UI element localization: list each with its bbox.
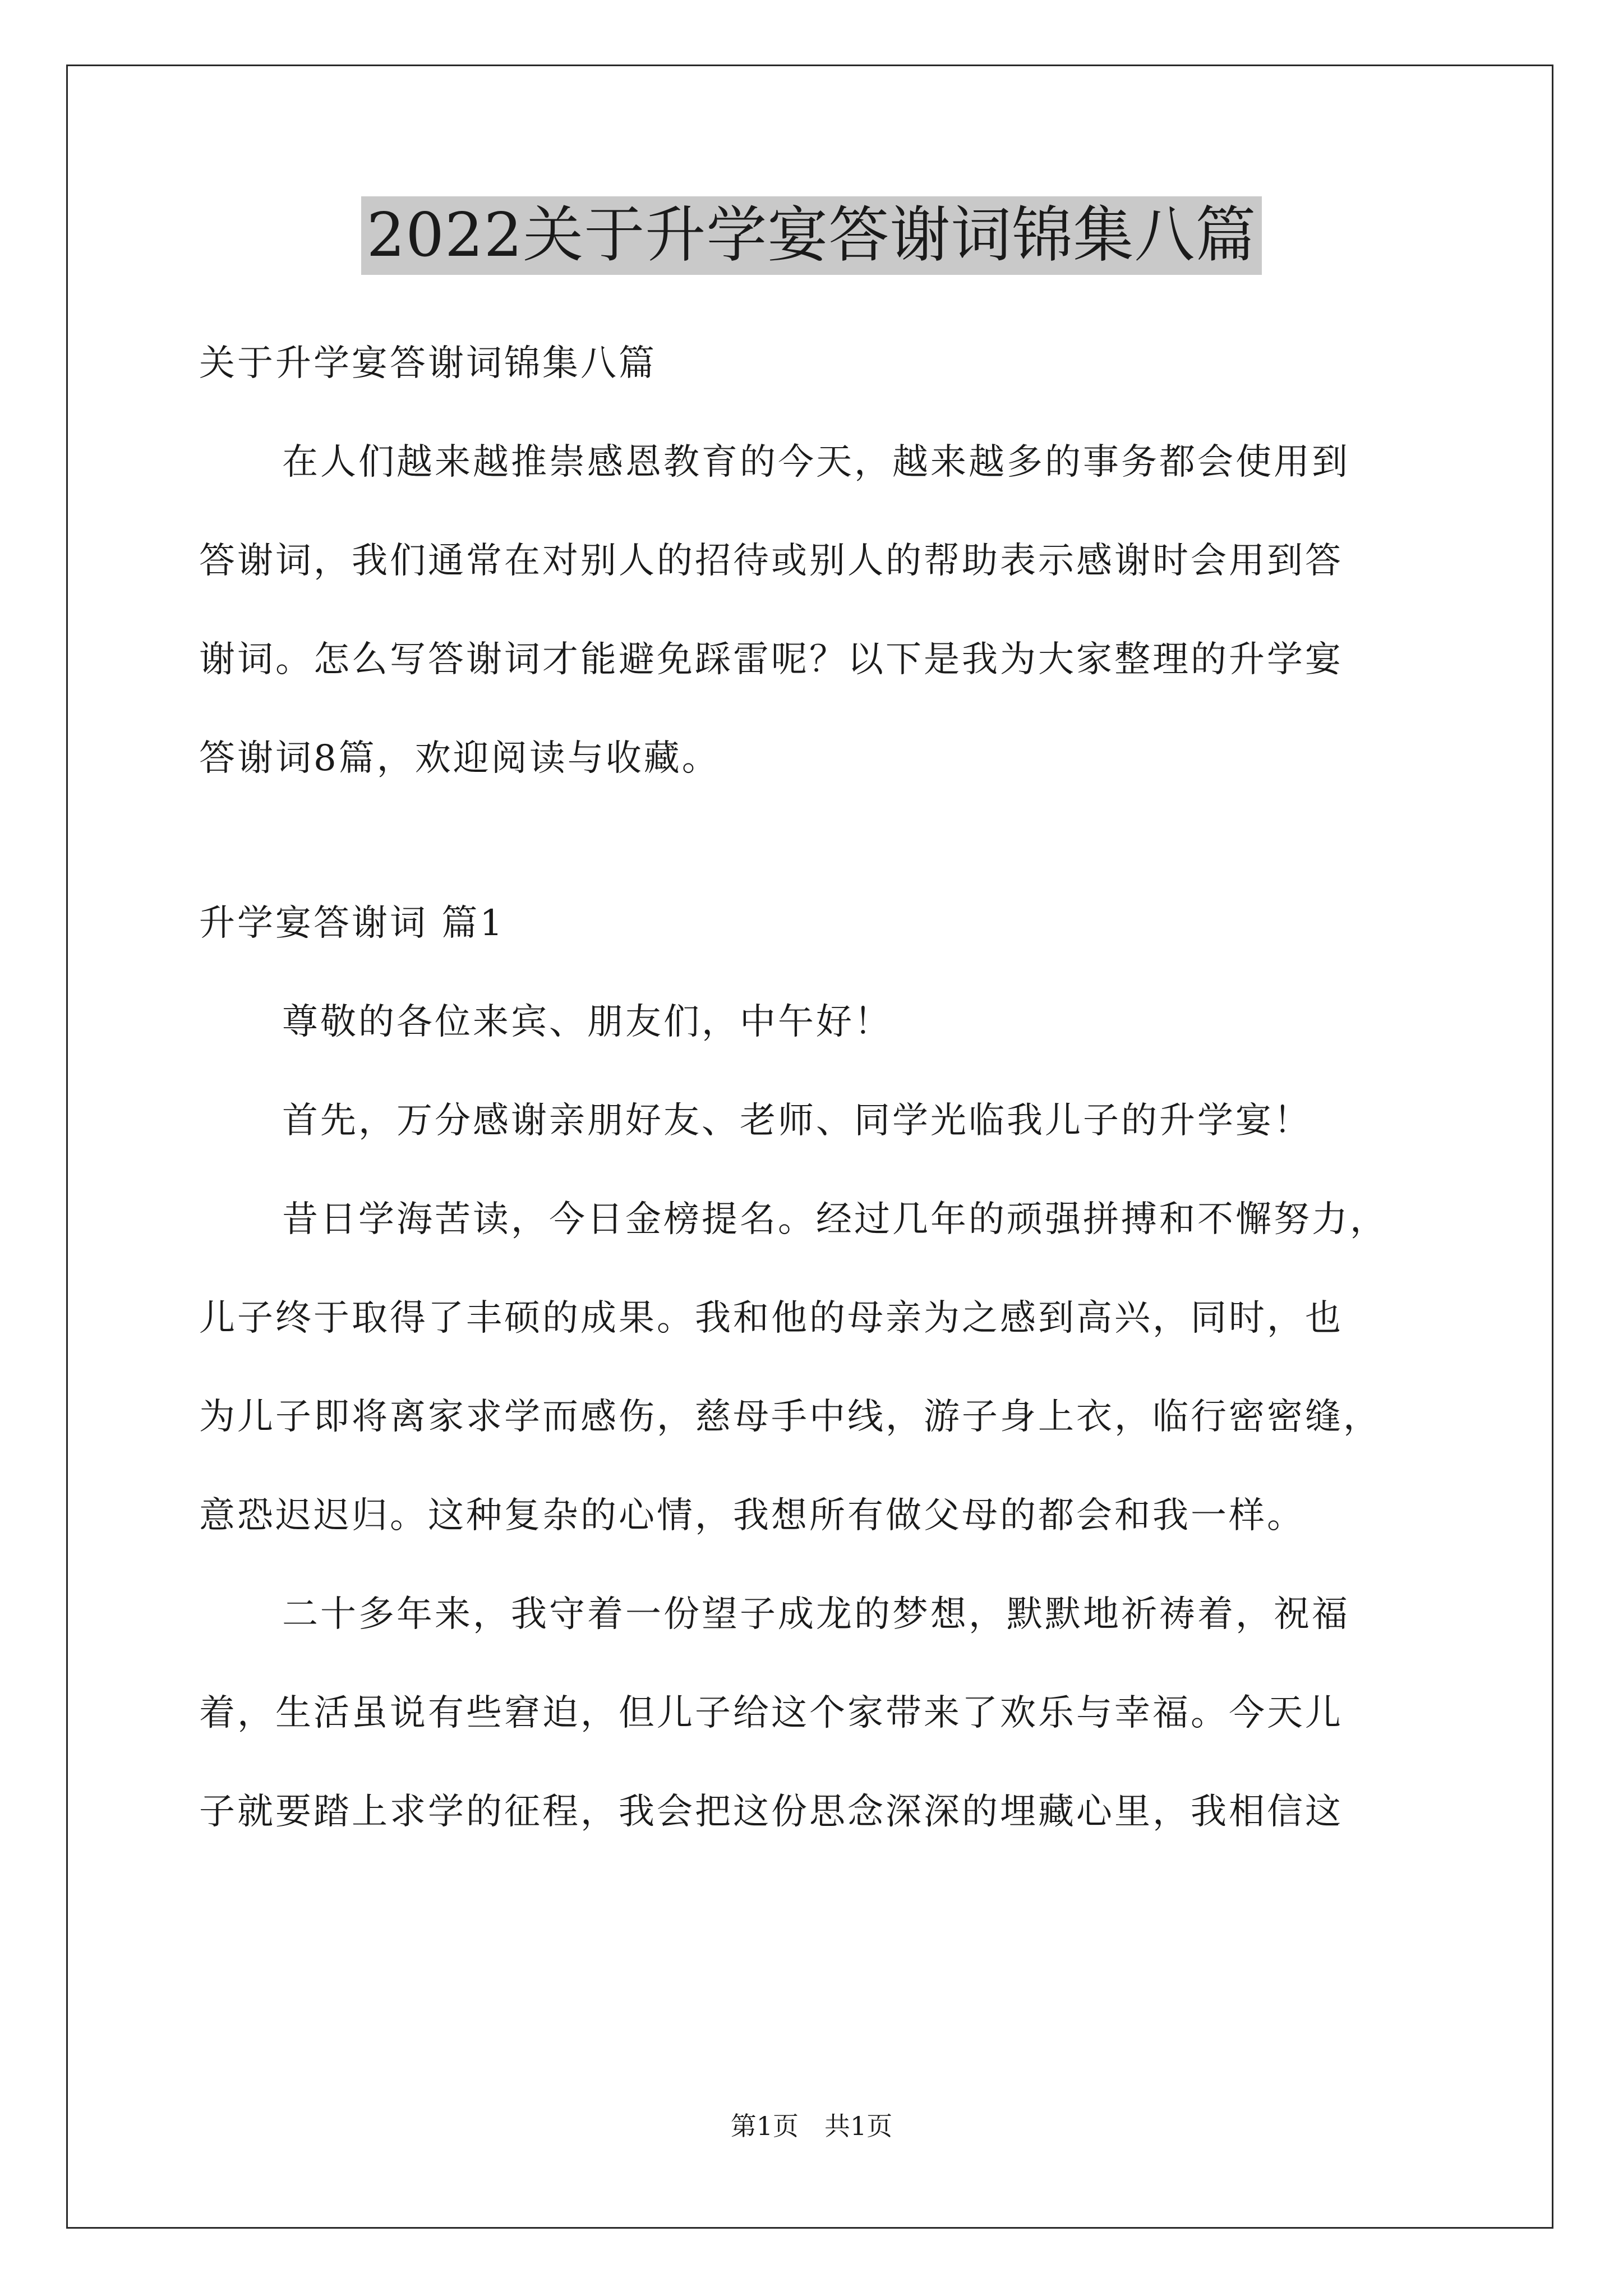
intro-paragraph-line: 谢词。怎么写答谢词才能避免踩雷呢？以下是我为大家整理的升学宴 [199,639,1343,680]
document-subtitle: 关于升学宴答谢词锦集八篇 [199,343,657,384]
body-paragraph-line: 意恐迟迟归。这种复杂的心情，我想所有做父母的都会和我一样。 [199,1495,1305,1536]
body-paragraph-line: 二十多年来，我守着一份望子成龙的梦想，默默地祈祷着，祝福 [282,1594,1350,1635]
body-paragraph-line: 为儿子即将离家求学而感伤，慈母手中线，游子身上衣，临行密密缝， [199,1396,1381,1438]
body-paragraph-line: 首先，万分感谢亲朋好友、老师、同学光临我儿子的升学宴！ [282,1100,1312,1142]
intro-paragraph-line: 在人们越来越推崇感恩教育的今天，越来越多的事务都会使用到 [282,441,1350,483]
body-paragraph-line: 昔日学海苦读，今日金榜提名。经过几年的顽强拼搏和不懈努力， [282,1199,1388,1240]
intro-paragraph-line: 答谢词，我们通常在对别人的招待或别人的帮助表示感谢时会用到答 [199,540,1343,582]
body-paragraph-line: 着，生活虽说有些窘迫，但儿子给这个家带来了欢乐与幸福。今天儿 [199,1692,1343,1734]
document-body [199,314,1455,1861]
paragraph-spacer [199,808,1455,874]
page-footer [0,2109,1623,2143]
document-title: 2022关于升学宴答谢词锦集八篇 [361,196,1262,275]
section-heading: 升学宴答谢词 篇1 [199,903,505,944]
body-paragraph-line: 子就要踏上求学的征程，我会把这份思念深深的埋藏心里，我相信这 [199,1791,1343,1833]
page-number-label: 第1页 共1页 [730,2111,893,2141]
title-container [0,196,1623,275]
greeting-line: 尊敬的各位来宾、朋友们，中午好！ [282,1001,892,1043]
body-paragraph-line: 儿子终于取得了丰硕的成果。我和他的母亲为之感到高兴，同时，也 [199,1297,1343,1339]
intro-paragraph-line: 答谢词8篇，欢迎阅读与收藏。 [199,738,720,779]
